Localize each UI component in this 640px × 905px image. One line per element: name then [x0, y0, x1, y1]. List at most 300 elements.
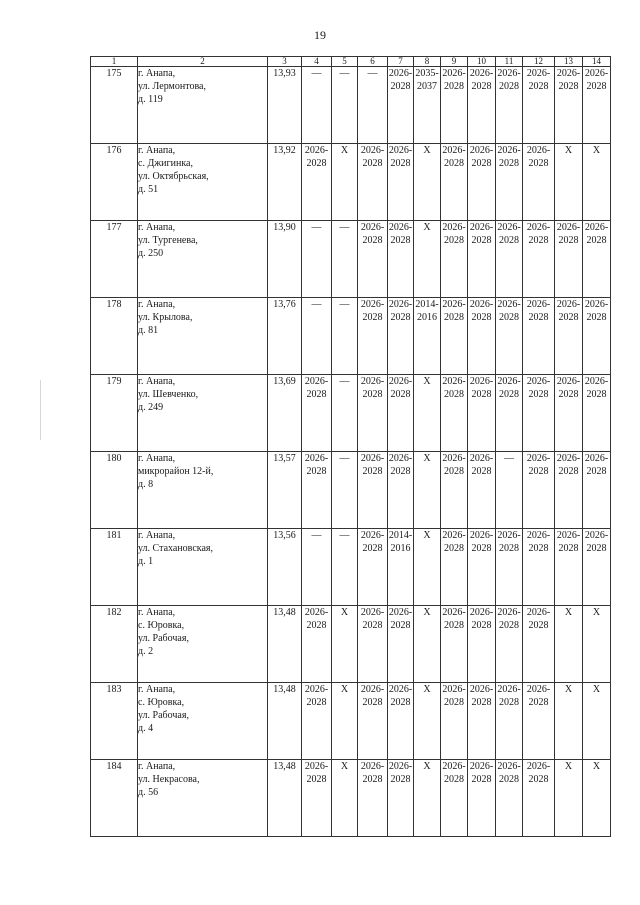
period-text: 2028 [471, 81, 492, 92]
column-header: 4 [302, 57, 332, 67]
period-text: 2028 [499, 774, 519, 785]
period-text: 2026- [442, 761, 466, 772]
period-text: Х [423, 453, 431, 464]
period-cell [523, 529, 555, 606]
period-text: 2028 [471, 312, 492, 323]
period-cell [555, 529, 583, 606]
period-cell [441, 452, 468, 529]
period-text: 2028 [586, 389, 607, 400]
period-text: 2028 [390, 158, 411, 169]
period-cell [302, 529, 332, 606]
period-text: 2026- [360, 607, 385, 618]
period-text: 2028 [390, 312, 411, 323]
address-line: д. 119 [138, 94, 163, 105]
period-cell [414, 144, 441, 221]
period-text: Х [564, 607, 573, 618]
address-line: г. Анапа, [138, 222, 176, 233]
period-text: 2026- [388, 376, 413, 387]
period-cell [496, 144, 523, 221]
period-text: 2026- [388, 453, 413, 464]
period-text: 2026- [556, 222, 581, 233]
column-header: 3 [268, 57, 302, 67]
period-text: 2028 [586, 543, 607, 554]
period-text: 2028 [499, 543, 519, 554]
table-row [91, 221, 611, 298]
address-line: г. Анапа, [138, 68, 176, 79]
period-cell [388, 67, 414, 144]
period-text: Х [592, 684, 601, 695]
period-cell [523, 221, 555, 298]
period-cell [468, 452, 496, 529]
period-cell [388, 452, 414, 529]
table-row [91, 144, 611, 221]
period-text: 2026- [442, 684, 466, 695]
area-value: 13,48 [268, 760, 302, 837]
area-value: 13,90 [268, 221, 302, 298]
address-line: г. Анапа, [138, 145, 176, 156]
address-line: г. Анапа, [138, 376, 176, 387]
period-text: 2026- [388, 299, 413, 310]
period-text: 2028 [362, 620, 383, 631]
period-cell [358, 606, 388, 683]
period-cell [358, 760, 388, 837]
address-line: ул. Крылова, [138, 312, 193, 323]
period-cell [441, 683, 468, 760]
row-number: 182 [91, 606, 138, 683]
period-text: 2026- [497, 684, 521, 695]
period-cell [332, 529, 358, 606]
period-text: 2026- [360, 530, 385, 541]
area-value: 13,69 [268, 375, 302, 452]
period-text: Х [340, 684, 349, 695]
period-text: 2028 [586, 466, 607, 477]
period-text: 2026- [526, 376, 551, 387]
row-number: 180 [91, 452, 138, 529]
address-cell [138, 221, 268, 298]
period-text: 2028 [306, 158, 327, 169]
period-text: 2028 [306, 466, 327, 477]
period-text: 2028 [499, 389, 519, 400]
period-text: 2026- [469, 453, 494, 464]
period-cell [414, 298, 441, 375]
period-cell [583, 606, 611, 683]
period-text: 2026- [442, 607, 466, 618]
period-text: 2037 [417, 81, 437, 92]
period-cell [555, 221, 583, 298]
period-text: 2028 [558, 312, 579, 323]
period-text: Х [423, 145, 431, 156]
period-text: 2028 [362, 389, 383, 400]
period-text: 2026- [388, 222, 413, 233]
period-text: 2026- [526, 68, 551, 79]
page-number: 19 [314, 28, 326, 42]
period-text: 2028 [390, 697, 411, 708]
area-value: 13,76 [268, 298, 302, 375]
address-cell [138, 529, 268, 606]
column-header: 11 [496, 57, 523, 67]
period-cell [302, 221, 332, 298]
period-text: 2028 [499, 235, 519, 246]
address-cell [138, 67, 268, 144]
period-text: — [339, 299, 350, 310]
period-text: 2026- [469, 222, 494, 233]
period-text: 2026- [388, 68, 413, 79]
period-text: 2028 [499, 81, 519, 92]
period-cell [302, 375, 332, 452]
period-cell [388, 221, 414, 298]
period-text: 2026- [442, 68, 466, 79]
period-cell [358, 221, 388, 298]
period-text: 2026- [526, 145, 551, 156]
period-text: 2028 [390, 774, 411, 785]
period-text: — [339, 530, 350, 541]
period-cell [468, 529, 496, 606]
period-text: 2026- [442, 222, 466, 233]
area-value: 13,93 [268, 67, 302, 144]
period-text: 2026- [469, 68, 494, 79]
period-text: Х [564, 684, 573, 695]
address-line: г. Анапа, [138, 761, 176, 772]
period-cell [302, 452, 332, 529]
address-line: ул. Шевченко, [138, 389, 199, 400]
period-text: 2026- [556, 299, 581, 310]
period-cell [468, 760, 496, 837]
period-text: 2026- [388, 761, 413, 772]
address-line: ул. Стахановская, [138, 543, 214, 554]
period-cell [468, 221, 496, 298]
period-cell [496, 67, 523, 144]
period-text: 2026- [304, 145, 329, 156]
period-cell [358, 452, 388, 529]
period-text: 2026- [360, 376, 385, 387]
period-text: 2026- [584, 453, 609, 464]
row-number: 178 [91, 298, 138, 375]
period-cell [583, 375, 611, 452]
period-cell [523, 375, 555, 452]
period-text: 2026- [526, 222, 551, 233]
period-cell [496, 529, 523, 606]
table-header [91, 57, 611, 67]
column-header: 1 [91, 57, 138, 67]
period-text: 2028 [444, 312, 464, 323]
period-text: 2026- [469, 530, 494, 541]
period-text: 2028 [444, 543, 464, 554]
address-line: ул. Лермонтова, [138, 81, 206, 92]
period-text: — [339, 453, 350, 464]
period-cell [388, 529, 414, 606]
period-text: 2028 [390, 620, 411, 631]
period-cell [441, 529, 468, 606]
period-text: 2026- [360, 222, 385, 233]
period-cell [583, 67, 611, 144]
period-text: 2028 [444, 774, 464, 785]
table-row [91, 529, 611, 606]
period-text: 2026- [584, 376, 609, 387]
period-text: Х [592, 607, 601, 618]
period-text: 2016 [390, 543, 411, 554]
period-cell [496, 221, 523, 298]
period-cell [468, 144, 496, 221]
period-text: 2028 [528, 466, 549, 477]
period-cell [332, 144, 358, 221]
period-cell [496, 606, 523, 683]
period-text: Х [340, 145, 349, 156]
period-text: 2028 [390, 466, 411, 477]
row-number: 177 [91, 221, 138, 298]
period-text: 2028 [528, 312, 549, 323]
period-cell [388, 298, 414, 375]
address-line: ул. Рабочая, [138, 710, 189, 721]
period-cell [523, 144, 555, 221]
scan-margin-mark [40, 380, 41, 440]
period-text: 2028 [528, 543, 549, 554]
period-text: 2028 [528, 81, 549, 92]
period-text: 2028 [558, 466, 579, 477]
period-text: 2028 [499, 697, 519, 708]
period-cell [583, 760, 611, 837]
table-row [91, 683, 611, 760]
column-header: 8 [414, 57, 441, 67]
period-cell [523, 452, 555, 529]
period-cell [523, 683, 555, 760]
period-text: 2026- [304, 684, 329, 695]
period-cell [302, 760, 332, 837]
period-text: 2026- [526, 684, 551, 695]
period-text: 2028 [558, 81, 579, 92]
address-line: д. 249 [138, 402, 164, 413]
period-text: — [504, 453, 514, 464]
address-cell [138, 452, 268, 529]
period-cell [555, 606, 583, 683]
table-row [91, 67, 611, 144]
period-text: 2026- [360, 761, 385, 772]
period-cell [332, 606, 358, 683]
period-cell [583, 452, 611, 529]
period-cell [302, 67, 332, 144]
period-text: 2026- [388, 607, 413, 618]
column-header: 2 [138, 57, 268, 67]
period-text: 2026- [526, 761, 551, 772]
period-text: Х [564, 145, 573, 156]
period-text: 2028 [471, 158, 492, 169]
period-text: 2026- [497, 222, 521, 233]
period-cell [388, 683, 414, 760]
period-text: 2026- [526, 607, 551, 618]
address-line: д. 4 [138, 723, 154, 734]
period-text: Х [340, 607, 349, 618]
column-header: 10 [468, 57, 496, 67]
table-row [91, 298, 611, 375]
period-cell [496, 298, 523, 375]
period-cell [414, 760, 441, 837]
period-cell [302, 606, 332, 683]
period-cell [583, 683, 611, 760]
table-row [91, 606, 611, 683]
period-text: 2026- [360, 453, 385, 464]
period-text: 2026- [442, 145, 466, 156]
period-text: Х [423, 761, 431, 772]
period-cell [441, 760, 468, 837]
area-value: 13,56 [268, 529, 302, 606]
address-line: д. 8 [138, 479, 154, 490]
period-text: 2026- [556, 68, 581, 79]
period-text: 2026- [497, 68, 521, 79]
period-text: 2028 [306, 697, 327, 708]
area-value: 13,48 [268, 683, 302, 760]
period-cell [555, 144, 583, 221]
registry-table [90, 56, 611, 837]
address-cell [138, 375, 268, 452]
period-text: 2026- [469, 684, 494, 695]
address-line: д. 1 [138, 556, 154, 567]
column-number-row [91, 57, 611, 67]
row-number: 181 [91, 529, 138, 606]
table-body [91, 67, 611, 837]
period-text: Х [592, 145, 601, 156]
column-header: 14 [583, 57, 611, 67]
period-text: 2026- [360, 299, 385, 310]
period-cell [414, 529, 441, 606]
period-text: Х [592, 761, 601, 772]
period-cell [441, 144, 468, 221]
period-text: 2035- [415, 68, 439, 79]
period-text: 2028 [390, 389, 411, 400]
period-cell [468, 683, 496, 760]
period-cell [441, 298, 468, 375]
period-cell [388, 606, 414, 683]
period-text: 2026- [584, 530, 609, 541]
period-text: 2026- [360, 684, 385, 695]
period-cell [468, 67, 496, 144]
row-number: 183 [91, 683, 138, 760]
period-text: — [311, 68, 322, 79]
period-text: 2028 [362, 158, 383, 169]
period-cell [468, 298, 496, 375]
period-text: 2026- [442, 530, 466, 541]
row-number: 176 [91, 144, 138, 221]
period-text: 2028 [471, 466, 492, 477]
period-text: 2026- [497, 761, 521, 772]
address-cell [138, 683, 268, 760]
period-cell [496, 375, 523, 452]
row-number: 175 [91, 67, 138, 144]
column-header: 7 [388, 57, 414, 67]
table-row [91, 375, 611, 452]
period-cell [555, 67, 583, 144]
period-cell [358, 67, 388, 144]
period-text: 2028 [444, 81, 464, 92]
period-text: 2028 [528, 774, 549, 785]
area-value: 13,92 [268, 144, 302, 221]
address-line: г. Анапа, [138, 530, 176, 541]
address-line: г. Анапа, [138, 299, 176, 310]
period-text: 2026- [497, 145, 521, 156]
period-cell [523, 67, 555, 144]
column-header: 6 [358, 57, 388, 67]
period-text: 2026- [556, 453, 581, 464]
period-text: Х [564, 761, 573, 772]
period-text: 2026- [469, 607, 494, 618]
period-text: — [311, 530, 322, 541]
period-cell [302, 144, 332, 221]
area-value: 13,48 [268, 606, 302, 683]
period-text: 2028 [471, 543, 492, 554]
address-line: д. 56 [138, 787, 159, 798]
period-text: 2026- [442, 376, 466, 387]
address-line: г. Анапа, [138, 607, 176, 618]
period-text: 2028 [444, 697, 464, 708]
period-text: 2028 [558, 235, 579, 246]
period-text: 2028 [528, 158, 549, 169]
row-number: 179 [91, 375, 138, 452]
period-cell [358, 298, 388, 375]
period-text: Х [423, 376, 431, 387]
column-header: 5 [332, 57, 358, 67]
period-cell [388, 375, 414, 452]
period-text: 2028 [362, 697, 383, 708]
period-cell [332, 760, 358, 837]
period-text: 2026- [304, 376, 329, 387]
period-cell [302, 683, 332, 760]
address-line: микрорайон 12-й, [138, 466, 214, 477]
period-cell [332, 67, 358, 144]
period-text: 2028 [444, 158, 464, 169]
period-cell [555, 683, 583, 760]
period-text: 2028 [471, 235, 492, 246]
address-line: ул. Некрасова, [138, 774, 200, 785]
period-cell [414, 375, 441, 452]
address-cell [138, 298, 268, 375]
period-cell [555, 375, 583, 452]
period-cell [441, 221, 468, 298]
period-cell [358, 375, 388, 452]
column-header: 12 [523, 57, 555, 67]
period-text: 2028 [471, 697, 492, 708]
period-text: 2028 [528, 235, 549, 246]
period-text: 2028 [499, 312, 519, 323]
period-text: 2028 [471, 620, 492, 631]
period-text: 2026- [556, 376, 581, 387]
period-text: 2016 [417, 312, 437, 323]
period-text: 2028 [390, 235, 411, 246]
period-text: 2026- [469, 376, 494, 387]
address-line: д. 2 [138, 646, 154, 657]
period-cell [332, 375, 358, 452]
period-text: — [339, 68, 350, 79]
table-row [91, 760, 611, 837]
period-cell [414, 221, 441, 298]
period-text: Х [423, 607, 431, 618]
period-cell [441, 375, 468, 452]
period-cell [496, 760, 523, 837]
period-text: — [339, 376, 350, 387]
address-cell [138, 760, 268, 837]
period-cell [358, 683, 388, 760]
period-cell [441, 67, 468, 144]
period-cell [332, 298, 358, 375]
address-line: д. 81 [138, 325, 159, 336]
area-value: 13,57 [268, 452, 302, 529]
period-cell [358, 529, 388, 606]
address-line: ул. Тургенева, [138, 235, 198, 246]
period-text: 2028 [528, 697, 549, 708]
period-text: 2028 [528, 389, 549, 400]
period-text: 2014- [415, 299, 439, 310]
period-cell [583, 144, 611, 221]
table-row [91, 452, 611, 529]
period-text: 2026- [526, 530, 551, 541]
period-cell [414, 683, 441, 760]
